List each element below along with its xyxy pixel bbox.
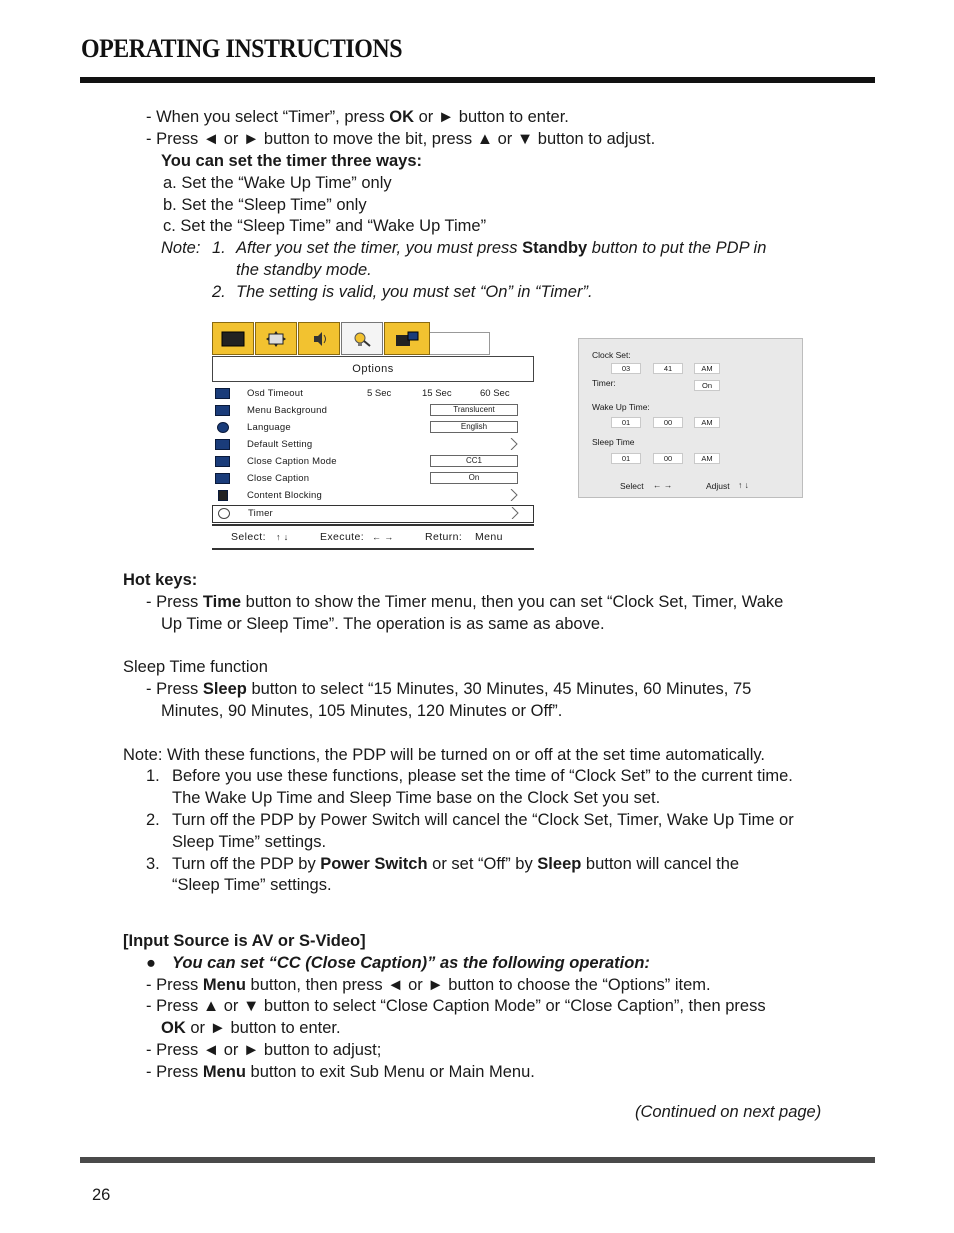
sleep-time-label: Sleep Time [592, 437, 635, 447]
hotkeys-line-2: Up Time or Sleep Time”. The operation is as same as above. [161, 615, 605, 633]
clock-set-minute[interactable]: 41 [653, 363, 683, 374]
options-menu-screenshot [212, 322, 534, 552]
timer-label: Timer: [592, 378, 616, 388]
note-item-2-number: 2. [146, 811, 160, 829]
sleep-minute[interactable]: 00 [653, 453, 683, 464]
note-item-1-number: 1. [146, 767, 160, 785]
note-item-1-line-1: Before you use these functions, please set the time of “Clock Set” to the current time. [172, 767, 793, 785]
hotkeys-heading: Hot keys: [123, 571, 198, 589]
timer-value[interactable]: On [694, 380, 720, 391]
chevron-right-icon[interactable] [510, 489, 518, 501]
panel-select-label: Select [620, 481, 644, 491]
default-setting-row[interactable] [212, 437, 534, 454]
wake-up-ampm[interactable]: AM [694, 417, 720, 428]
footer-select-label: Select: [231, 531, 266, 543]
osd-timeout-icon [215, 388, 230, 399]
osd-timeout-option-15[interactable]: 15 Sec [422, 388, 452, 399]
timer-row[interactable] [212, 505, 534, 523]
sleep-function-line-2: Minutes, 90 Minutes, 105 Minutes, 120 Minutes or Off”. [161, 702, 563, 720]
note-item-2-line-2: Sleep Time” settings. [172, 833, 327, 851]
cc-instruction-heading: You can set “CC (Close Caption)” as the following operation: [172, 954, 650, 972]
default-setting-icon [215, 439, 230, 450]
up-down-arrows-icon: ↑ ↓ [276, 532, 289, 542]
way-a: a. Set the “Wake Up Time” only [163, 174, 392, 192]
cc-step-1: - Press Menu button, then press ◄ or ► button to choose the “Options” item. [146, 976, 711, 994]
note-item-1-line-2: The Wake Up Time and Sleep Time base on the Clock Set you set. [172, 789, 661, 807]
note-1-continued: the standby mode. [236, 261, 372, 279]
note-1-text: After you set the timer, you must press Standby button to put the PDP in [236, 239, 767, 257]
intro-line-2: - Press ◄ or ► button to move the bit, press ▲ or ▼ button to adjust. [146, 130, 656, 148]
intro-line-1: - When you select “Timer”, press OK or ► button to enter. [146, 108, 569, 126]
default-setting-label: Default Setting [247, 439, 313, 450]
options-tab-icon [341, 322, 383, 355]
note-item-3-number: 3. [146, 855, 160, 873]
footer-return-label: Return: [425, 531, 463, 543]
language-label: Language [247, 422, 291, 433]
clock-set-hour[interactable]: 03 [611, 363, 641, 374]
language-row[interactable] [212, 420, 534, 437]
note-label: Note: [161, 239, 201, 257]
picture-tab-icon [212, 322, 254, 355]
note-2-text: The setting is valid, you must set “On” in “Timer”. [236, 283, 593, 301]
hotkeys-line-1: - Press Time button to show the Timer menu, then you can set “Clock Set, Timer, Wake [146, 593, 784, 611]
close-caption-mode-label: Close Caption Mode [247, 456, 337, 467]
clock-icon [218, 508, 230, 519]
bottom-rule [80, 1157, 875, 1163]
note-1-number: 1. [212, 239, 226, 257]
timer-label: Timer [248, 508, 273, 519]
wake-up-label: Wake Up Time: [592, 402, 650, 412]
close-caption-mode-value[interactable]: CC1 [430, 455, 518, 467]
chevron-right-icon[interactable] [511, 507, 519, 519]
wake-up-hour[interactable]: 01 [611, 417, 641, 428]
cc-step-2: - Press ▲ or ▼ button to select “Close Caption Mode” or “Close Caption”, then press [146, 997, 766, 1015]
options-header: Options [212, 356, 534, 382]
cc-step-4: - Press Menu button to exit Sub Menu or Main Menu. [146, 1063, 535, 1081]
close-caption-mode-row[interactable] [212, 454, 534, 471]
up-down-arrows-icon: ↑ ↓ [738, 480, 749, 490]
caption-mode-icon [215, 456, 230, 467]
content-blocking-row[interactable] [212, 488, 534, 505]
page-title: OPERATING INSTRUCTIONS [81, 34, 403, 63]
footer-execute-label: Execute: [320, 531, 365, 543]
close-caption-label: Close Caption [247, 473, 310, 484]
page-number: 26 [92, 1186, 111, 1204]
close-caption-value[interactable]: On [430, 472, 518, 484]
osd-timeout-option-5[interactable]: 5 Sec [367, 388, 392, 399]
wake-up-minute[interactable]: 00 [653, 417, 683, 428]
menu-tab-strip [430, 332, 490, 355]
note-item-3-line-2: “Sleep Time” settings. [172, 876, 332, 894]
options-footer [212, 524, 534, 550]
left-right-arrows-icon: ← → [653, 480, 673, 490]
content-blocking-label: Content Blocking [247, 490, 323, 501]
sleep-hour[interactable]: 01 [611, 453, 641, 464]
note-intro: Note: With these functions, the PDP will be turned on or off at the set time automatically. [123, 746, 765, 764]
clock-set-ampm[interactable]: AM [694, 363, 720, 374]
timer-panel-screenshot [578, 338, 803, 498]
footer-return-key: Menu [475, 531, 503, 543]
sleep-function-line-1: - Press Sleep button to select “15 Minutes, 30 Minutes, 45 Minutes, 60 Minutes, 75 [146, 680, 752, 698]
menu-background-icon [215, 405, 230, 416]
way-b: b. Set the “Sleep Time” only [163, 196, 367, 214]
osd-timeout-row[interactable] [212, 386, 534, 403]
cc-step-2-continued: OK or ► button to enter. [161, 1019, 341, 1037]
continued-note: (Continued on next page) [635, 1103, 822, 1121]
panel-adjust-label: Adjust [706, 481, 730, 491]
osd-timeout-label: Osd Timeout [247, 388, 304, 399]
position-tab-icon [255, 322, 297, 355]
left-right-arrows-icon: ← → [372, 532, 394, 542]
sound-tab-icon [298, 322, 340, 355]
menu-background-row[interactable] [212, 403, 534, 420]
chevron-right-icon[interactable] [510, 438, 518, 450]
osd-timeout-option-60[interactable]: 60 Sec [480, 388, 510, 399]
clock-set-label: Clock Set: [592, 350, 631, 360]
bullet-icon: ● [146, 954, 156, 972]
pip-tab-icon [384, 322, 430, 355]
menu-background-value[interactable]: Translucent [430, 404, 518, 416]
close-caption-row[interactable] [212, 471, 534, 488]
language-value[interactable]: English [430, 421, 518, 433]
menu-background-label: Menu Background [247, 405, 328, 416]
input-source-heading: [Input Source is AV or S-Video] [123, 932, 366, 950]
top-rule [80, 77, 875, 83]
note-item-2-line-1: Turn off the PDP by Power Switch will cancel the “Clock Set, Timer, Wake Up Time or [172, 811, 794, 829]
way-c: c. Set the “Sleep Time” and “Wake Up Time” [163, 217, 487, 235]
sleep-function-heading: Sleep Time function [123, 658, 268, 676]
ways-heading: You can set the timer three ways: [161, 152, 423, 170]
sleep-ampm[interactable]: AM [694, 453, 720, 464]
lock-icon [218, 490, 228, 501]
note-item-3-line-1: Turn off the PDP by Power Switch or set “Off” by Sleep button will cancel the [172, 855, 740, 873]
caption-icon [215, 473, 230, 484]
globe-icon [217, 422, 229, 433]
cc-step-3: - Press ◄ or ► button to adjust; [146, 1041, 382, 1059]
note-2-number: 2. [212, 283, 226, 301]
